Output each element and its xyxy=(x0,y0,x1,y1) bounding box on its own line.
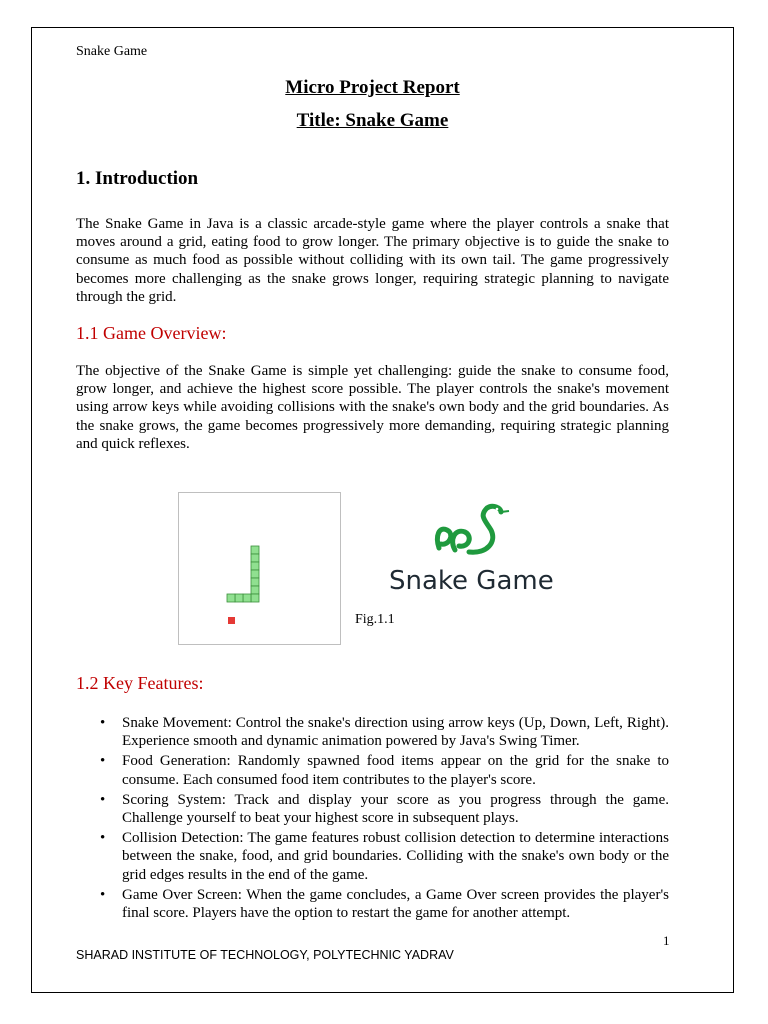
logo-text: Snake Game xyxy=(389,566,554,596)
bullet-icon: • xyxy=(100,791,106,808)
list-item xyxy=(76,886,669,922)
key-features-heading: 1.2 Key Features: xyxy=(76,673,204,693)
list-item xyxy=(76,791,669,827)
list-item xyxy=(76,829,669,884)
running-header: Snake Game xyxy=(76,44,148,59)
page-number: 1 xyxy=(663,933,670,948)
feature-text: Snake Movement: Control the snake's direction using arrow keys (Up, Down, Left, Right). Experience smooth and dynamic animation powered by Java's Swing Timer. xyxy=(122,715,669,750)
game-overview-paragraph: The objective of the Snake Game is simple yet challenging: guide the snake to consume food, grow longer, and achieve the highest score possible. The player controls the snake's movement using arrow keys while avoiding collisions with the snake's own body and the grid boundaries. As the snake grows, the game becomes progressively more demanding, requiring strategic planning and quick reflexes. xyxy=(76,363,669,452)
key-features-list xyxy=(76,714,669,924)
list-item xyxy=(76,714,669,750)
snake-logo-icon xyxy=(369,496,589,566)
snake-body xyxy=(227,546,259,602)
figure-caption: Fig.1.1 xyxy=(355,612,395,627)
footer-institute: SHARAD INSTITUTE OF TECHNOLOGY, POLYTECHNIC YADRAV xyxy=(76,948,454,962)
bullet-icon: • xyxy=(100,830,106,847)
feature-text: Game Over Screen: When the game concludes, a Game Over screen provides the player's final score. Players have the option to restart the game for another attempt. xyxy=(122,886,669,922)
feature-text: Scoring System: Track and display your score as you progress through the game. Challenge yourself to beat your highest score in subsequent plays. xyxy=(122,791,669,827)
game-screenshot-figure xyxy=(178,492,341,645)
report-title: Micro Project Report xyxy=(285,77,460,98)
game-overview-heading: 1.1 Game Overview: xyxy=(76,323,227,343)
bullet-icon: • xyxy=(100,886,106,903)
feature-text: Collision Detection: The game features robust collision detection to determine interactions between the snake, food, and grid boundaries. Colliding with the snake's own body or the grid edges results in the end of the game. xyxy=(122,830,669,883)
bullet-icon: • xyxy=(100,715,106,731)
feature-text: Food Generation: Randomly spawned food items appear on the grid for the snake to consume. Each consumed food item contributes to the player's score. xyxy=(122,753,669,788)
introduction-paragraph: The Snake Game in Java is a classic arcade-style game where the player controls a snake that moves around a grid, eating food to grow longer. The primary objective is to guide the snake to consume as much food as possible without colliding with its own tail. The game progressively becomes more challenging as the snake grows longer, requiring strategic planning to navigate through the grid. xyxy=(76,216,669,305)
food-item xyxy=(228,617,235,624)
introduction-heading: 1. Introduction xyxy=(76,168,199,189)
list-item xyxy=(76,752,669,788)
report-subtitle: Title: Snake Game xyxy=(296,110,449,131)
bullet-icon: • xyxy=(100,753,106,770)
snake-game-illustration xyxy=(179,493,340,644)
